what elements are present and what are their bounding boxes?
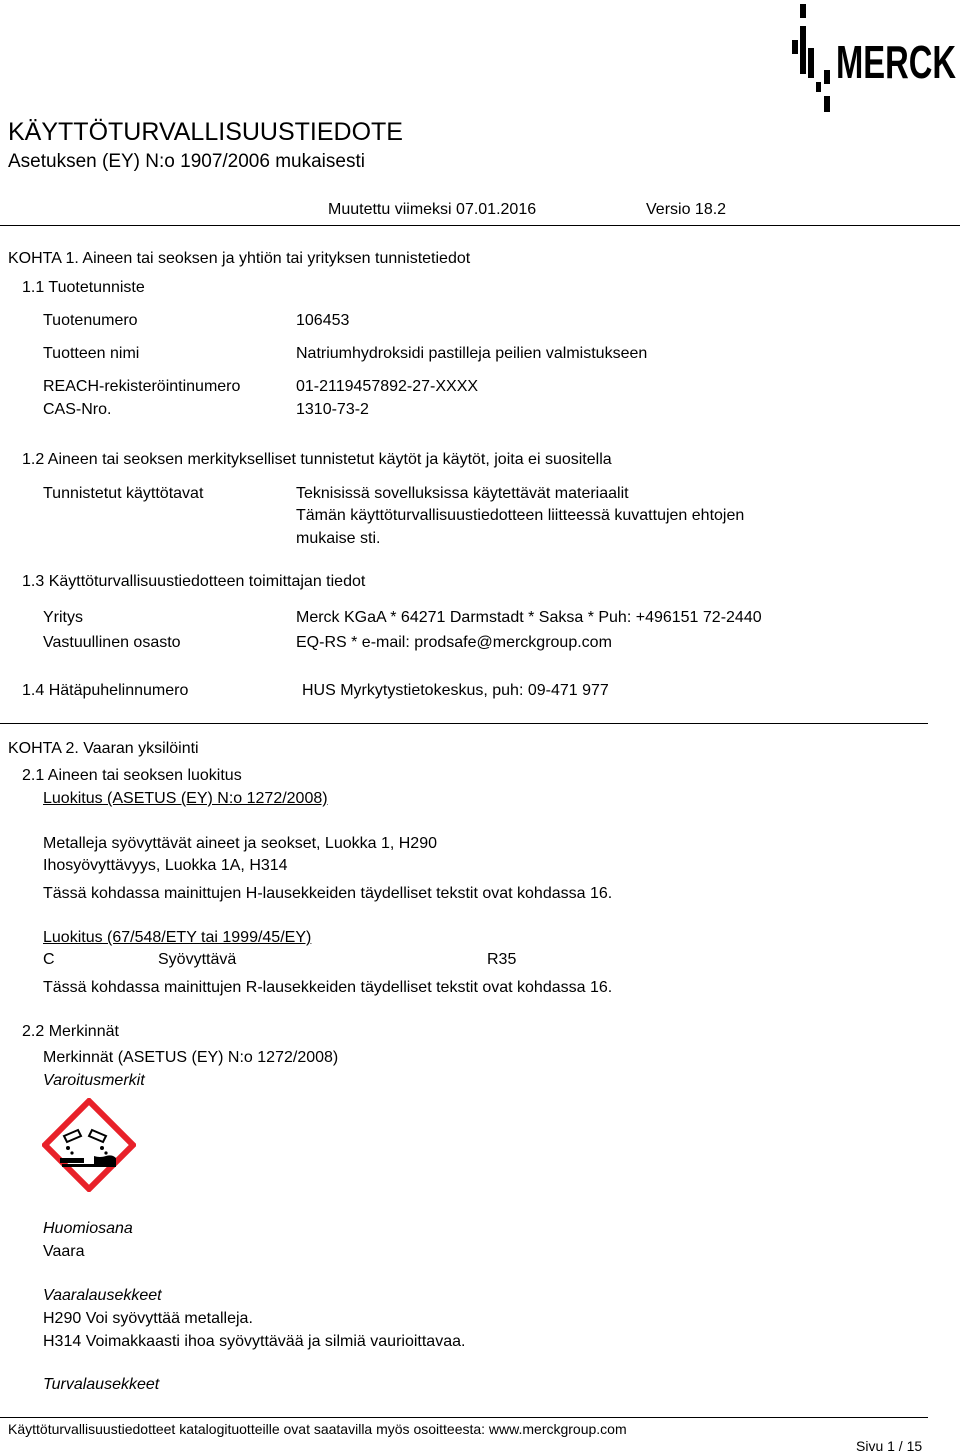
section-1-1-heading: 1.1 Tuotetunniste: [22, 279, 145, 296]
dsd-note: Tässä kohdassa mainittujen R-lausekkeiden täydelliset tekstit ovat kohdassa 16.: [43, 979, 613, 996]
cas-number-value: 1310-73-2: [296, 401, 369, 418]
clp-note: Tässä kohdassa mainittujen H-lausekkeiden täydelliset tekstit ovat kohdassa 16.: [43, 885, 613, 902]
revision-date: Muutettu viimeksi 07.01.2016: [328, 201, 537, 218]
merck-logo: [780, 0, 960, 120]
product-number-value: 106453: [296, 312, 350, 329]
clp-classification-line-2: Ihosyövyttävyys, Luokka 1A, H314: [43, 857, 288, 874]
section-2-1-heading: 2.1 Aineen tai seoksen luokitus: [22, 767, 242, 784]
responsible-department-label: Vastuullinen osasto: [43, 634, 181, 651]
dsd-classification-heading: Luokitus (67/548/ETY tai 1999/45/EY): [43, 929, 312, 946]
pictogram-label: Varoitusmerkit: [43, 1072, 145, 1089]
responsible-department-value: EQ-RS * e-mail: prodsafe@merckgroup.com: [296, 634, 612, 651]
document-title: KÄYTTÖTURVALLISUUSTIEDOTE: [8, 118, 403, 146]
footer-text: Käyttöturvallisuustiedotteet katalogituotteille ovat saatavilla myös osoitteesta: www.merckgroup.com: [8, 1421, 627, 1437]
section-1-3-heading: 1.3 Käyttöturvallisuustiedotteen toimittajan tiedot: [22, 573, 366, 590]
section-1-heading: KOHTA 1. Aineen tai seoksen ja yhtiön tai yrityksen tunnistetiedot: [8, 250, 471, 267]
dsd-name: Syövyttävä: [158, 951, 237, 968]
product-name-label: Tuotteen nimi: [43, 345, 140, 362]
reach-number-value: 01-2119457892-27-XXXX: [296, 378, 479, 395]
company-label: Yritys: [43, 609, 83, 626]
dsd-code: C: [43, 951, 55, 968]
cas-number-label: CAS-Nro.: [43, 401, 112, 418]
logo-text: MERCK: [836, 36, 956, 88]
identified-uses-label: Tunnistetut käyttötavat: [43, 485, 204, 502]
header-divider: [0, 225, 960, 226]
identified-uses-line-2: Tämän käyttöturvallisuustiedotteen liitteessä kuvattujen ehtojen: [296, 507, 745, 524]
corrosion-icon: [42, 1098, 136, 1192]
section-divider: [0, 723, 928, 724]
product-name-value: Natriumhydroksidi pastilleja peilien valmistukseen: [296, 345, 648, 362]
hazard-statements-label: Vaaralausekkeet: [43, 1287, 162, 1304]
hazard-statement-2: H314 Voimakkaasti ihoa syövyttävää ja silmiä vaurioittavaa.: [43, 1333, 466, 1350]
page-number: Sivu 1 / 15: [856, 1438, 923, 1454]
labelling-subheading: Merkinnät (ASETUS (EY) N:o 1272/2008): [43, 1049, 339, 1066]
section-1-2-heading: 1.2 Aineen tai seoksen merkitykselliset tunnistetut käytöt ja käytöt, joita ei suositella: [22, 451, 612, 468]
version-number: Versio 18.2: [646, 201, 727, 218]
dsd-r-phrase: R35: [487, 951, 517, 968]
company-value: Merck KGaA * 64271 Darmstadt * Saksa * Puh: +496151 72-2440: [296, 609, 762, 626]
emergency-number-value: HUS Myrkytystietokeskus, puh: 09-471 977: [302, 682, 609, 699]
section-2-heading: KOHTA 2. Vaaran yksilöinti: [8, 740, 199, 757]
product-number-label: Tuotenumero: [43, 312, 138, 329]
clp-classification-line-1: Metalleja syövyttävät aineet ja seokset, Luokka 1, H290: [43, 835, 437, 852]
signal-word-label: Huomiosana: [43, 1220, 133, 1237]
identified-uses-line-1: Teknisissä sovelluksissa käytettävät materiaalit: [296, 485, 629, 502]
clp-classification-heading: Luokitus (ASETUS (EY) N:o 1272/2008): [43, 790, 328, 807]
precautionary-statements-label: Turvalausekkeet: [43, 1376, 160, 1393]
signal-word-value: Vaara: [43, 1243, 85, 1260]
hazard-statement-1: H290 Voi syövyttää metalleja.: [43, 1310, 253, 1327]
footer-divider: [0, 1417, 928, 1418]
document-subtitle: Asetuksen (EY) N:o 1907/2006 mukaisesti: [8, 151, 365, 172]
section-1-4-heading: 1.4 Hätäpuhelinnumero: [22, 682, 189, 699]
reach-number-label: REACH-rekisteröintinumero: [43, 378, 241, 395]
section-2-2-heading: 2.2 Merkinnät: [22, 1023, 119, 1040]
identified-uses-line-3: mukaise sti.: [296, 530, 381, 547]
